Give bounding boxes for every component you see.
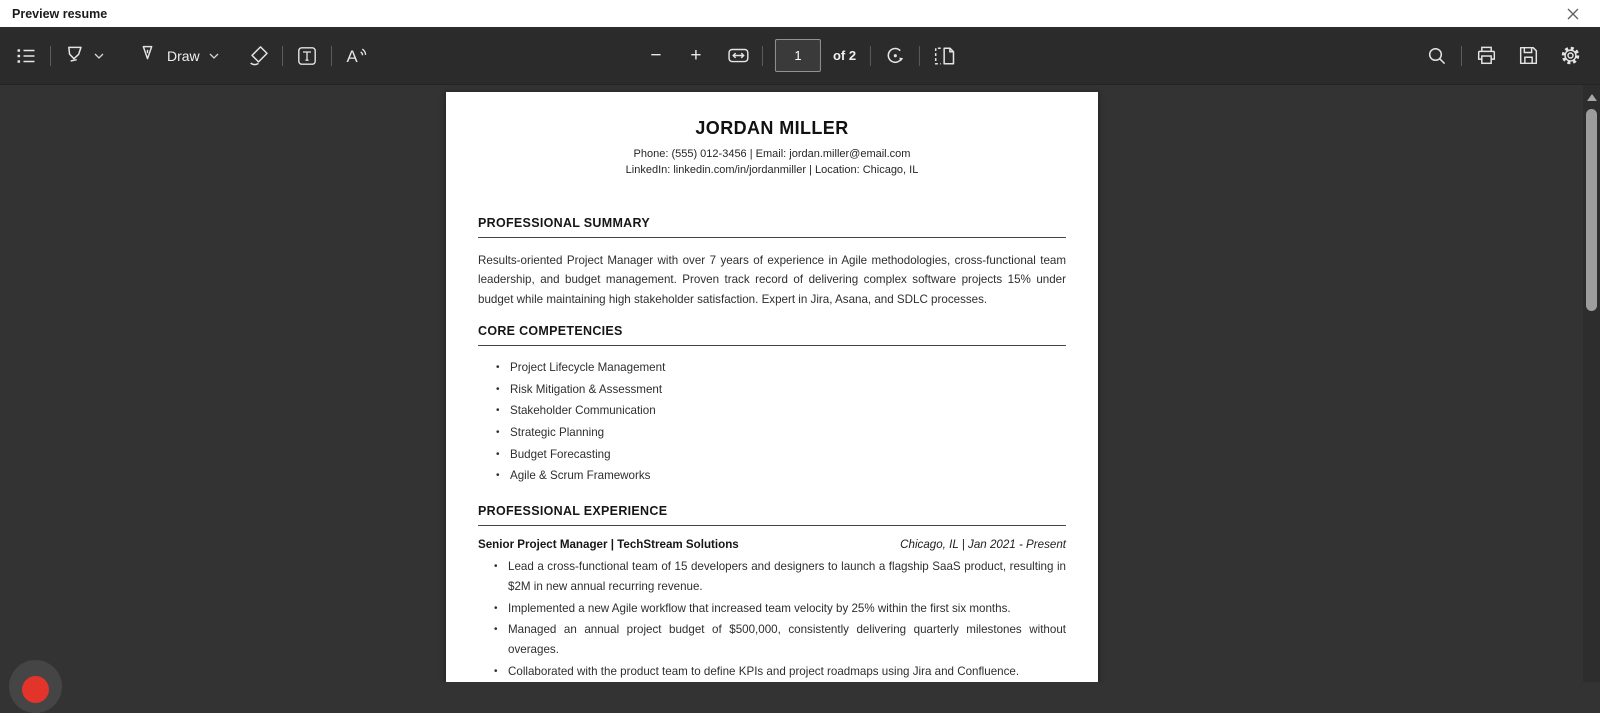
- list-item: • Stakeholder Communication: [496, 400, 1066, 422]
- toolbar-center-group: [642, 39, 958, 73]
- vertical-scrollbar[interactable]: [1583, 85, 1600, 682]
- summary-heading: PROFESSIONAL SUMMARY: [478, 216, 1066, 238]
- experience-heading: PROFESSIONAL EXPERIENCE: [478, 504, 1066, 526]
- scroll-up-arrow-icon[interactable]: [1587, 94, 1597, 101]
- zoom-out-button[interactable]: [642, 39, 670, 73]
- toolbar-separator: [870, 46, 871, 66]
- save-icon: [1516, 43, 1541, 68]
- list-item: • Agile & Scrum Frameworks: [496, 465, 1066, 487]
- rotate-icon: [883, 43, 908, 68]
- svg-text:A: A: [346, 46, 358, 66]
- job-title: Senior Project Manager | TechStream Solutions: [478, 538, 739, 552]
- window-title: Preview resume: [12, 6, 108, 21]
- resume-page: [446, 92, 1098, 682]
- list-item: • Collaborated with the product team to define KPIs and project roadmaps using Jira and Confluence.: [478, 662, 1066, 682]
- highlighter-icon: [62, 43, 88, 69]
- highlight-button[interactable]: [61, 39, 89, 73]
- search-icon: [1425, 44, 1449, 68]
- contact-line-2: LinkedIn: linkedin.com/in/jordanmiller | Location: Chicago, IL: [625, 163, 919, 176]
- rotate-button[interactable]: [881, 39, 909, 73]
- close-button[interactable]: [1562, 3, 1584, 25]
- record-button[interactable]: [22, 676, 49, 703]
- toolbar-separator: [919, 46, 920, 66]
- scrollbar-thumb[interactable]: [1586, 109, 1597, 311]
- erase-button[interactable]: [244, 39, 272, 73]
- resume-name: JORDAN MILLER: [695, 118, 849, 138]
- list-item: • Managed an annual project budget of $500,000, consistently delivering quarterly milestones without overages.: [478, 620, 1066, 661]
- toolbar-separator: [1461, 46, 1462, 66]
- zoom-in-button[interactable]: [682, 39, 710, 73]
- toolbar-left-group: [0, 39, 370, 73]
- job-header-row: [478, 538, 1066, 551]
- zoom-in-icon: +: [690, 44, 702, 66]
- close-icon: [1566, 7, 1580, 21]
- print-button[interactable]: [1472, 39, 1500, 73]
- read-aloud-button[interactable]: [342, 39, 370, 73]
- chevron-down-icon: [94, 53, 104, 59]
- page-number-input[interactable]: [775, 39, 821, 72]
- read-aloud-icon: [343, 43, 369, 69]
- highlight-options-chevron[interactable]: [91, 41, 107, 71]
- text-box-icon: [295, 44, 319, 68]
- draw-button[interactable]: [135, 39, 204, 73]
- toolbar-separator: [282, 46, 283, 66]
- competencies-list: [478, 357, 1066, 487]
- list-item: • Risk Mitigation & Assessment: [496, 379, 1066, 401]
- chevron-down-icon: [209, 53, 219, 59]
- page-view-icon: [931, 43, 957, 69]
- toolbar-right-group: [1423, 39, 1600, 73]
- draw-label: Draw: [167, 47, 200, 64]
- resume-contact: [478, 147, 1066, 178]
- page-view-button[interactable]: [930, 39, 958, 73]
- toolbar-separator: [331, 46, 332, 66]
- fit-to-width-button[interactable]: [724, 39, 752, 73]
- save-button[interactable]: [1514, 39, 1542, 73]
- competencies-heading: CORE COMPETENCIES: [478, 324, 1066, 346]
- add-text-button[interactable]: [293, 39, 321, 73]
- title-bar: [0, 0, 1600, 27]
- eraser-icon: [245, 43, 271, 69]
- toolbar-separator: [50, 46, 51, 66]
- table-of-contents-icon: [14, 44, 38, 68]
- search-button[interactable]: [1423, 39, 1451, 73]
- list-item: • Strategic Planning: [496, 422, 1066, 444]
- print-icon: [1474, 43, 1499, 68]
- list-item: • Implemented a new Agile workflow that increased team velocity by 25% within the first six months.: [478, 599, 1066, 619]
- pdf-toolbar: [0, 27, 1600, 85]
- settings-button[interactable]: [1556, 39, 1584, 73]
- gear-icon: [1558, 43, 1583, 68]
- contact-line-1: Phone: (555) 012-3456 | Email: jordan.miller@email.com: [633, 148, 911, 160]
- table-of-contents-button[interactable]: [12, 39, 40, 73]
- document-canvas: [0, 85, 1600, 682]
- zoom-out-icon: −: [650, 44, 662, 66]
- job-location-dates: Chicago, IL | Jan 2021 - Present: [900, 538, 1066, 552]
- pen-icon: [135, 43, 160, 68]
- list-item: • Project Lifecycle Management: [496, 357, 1066, 379]
- toolbar-separator: [762, 46, 763, 66]
- fit-to-width-icon: [725, 43, 750, 68]
- list-item: • Budget Forecasting: [496, 444, 1066, 466]
- draw-options-chevron[interactable]: [206, 41, 222, 71]
- page-count-label: of 2: [832, 48, 857, 63]
- list-item: • Lead a cross-functional team of 15 developers and designers to launch a flagship SaaS product, resulting in $2M in new annual recurring revenue.: [478, 557, 1066, 598]
- experience-bullet-list: [478, 557, 1066, 682]
- summary-paragraph: Results-oriented Project Manager with over 7 years of experience in Agile methodologies, cross-functional team leadership, and budget management. Proven track record of delivering complex software projects 15% under budget while maintaining high stakeholder satisfaction. Expert in Jira, Asana, and SDLC processes.: [478, 254, 1066, 306]
